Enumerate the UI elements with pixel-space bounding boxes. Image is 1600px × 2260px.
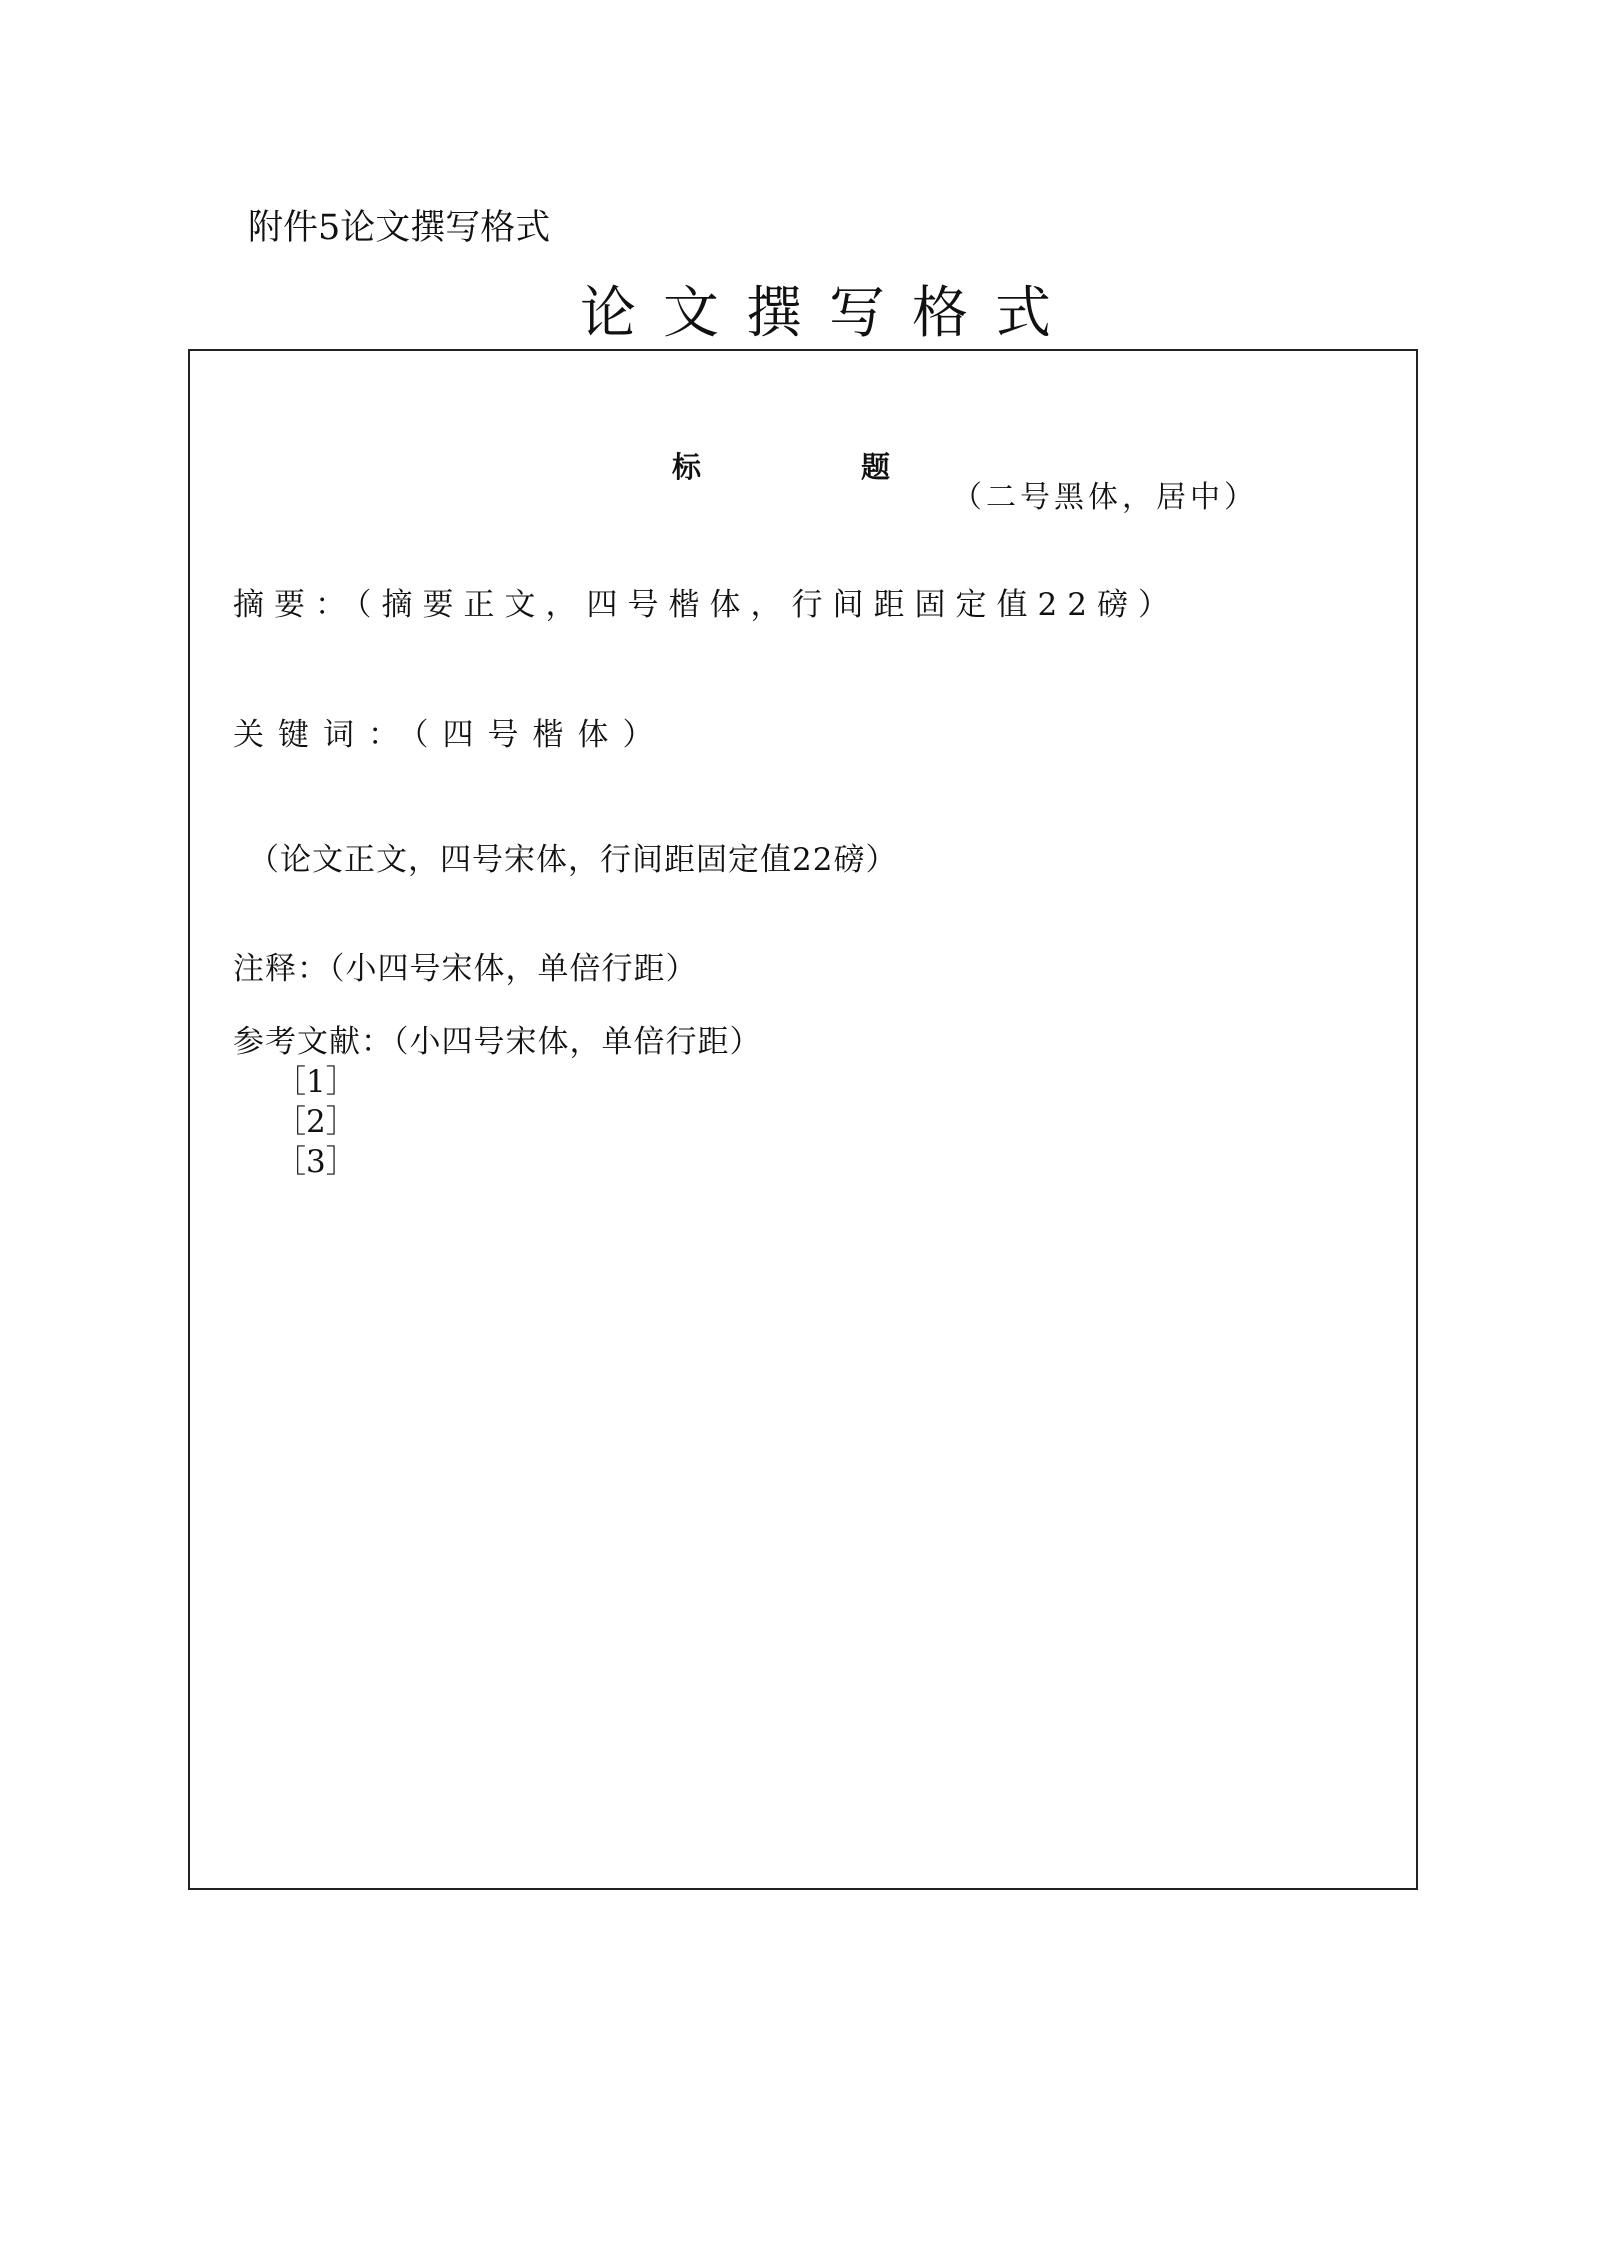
title-placeholder: 标题 <box>672 450 1051 484</box>
references-label: 参考文献：（小四号宋体，单倍行距） <box>233 1024 762 1060</box>
attachment-label: 附件5论文撰写格式 <box>248 208 551 248</box>
reference-item: ［2］ <box>275 1104 357 1140</box>
reference-item: ［3］ <box>275 1144 357 1180</box>
title-format-note: （二号黑体，居中） <box>952 480 1258 515</box>
body-text-line: （论文正文，四号宋体，行间距固定值22磅） <box>248 842 898 878</box>
abstract-line: 摘要：（摘要正文，四号楷体，行间距固定值22磅） <box>233 587 1179 623</box>
keywords-line: 关键词：（四号楷体） <box>233 717 668 753</box>
notes-line: 注释：（小四号宋体，单倍行距） <box>233 951 698 987</box>
document-heading: 论文撰写格式 <box>580 281 1078 346</box>
format-template-box <box>188 349 1418 1890</box>
reference-item: ［1］ <box>275 1064 357 1100</box>
